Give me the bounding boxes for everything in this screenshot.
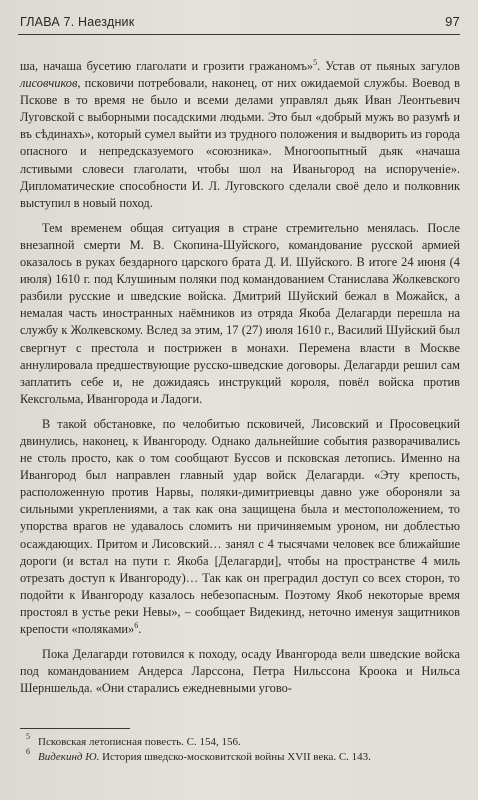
footnotes: [20, 732, 460, 765]
text-run: , псковичи потребовали, наконец, от них ожидаемой службы. Воевод в Пскове в то время не было и всеми делами управлял дьяк Иван Леонтьевич Луговской с выборными посадскими людьми. Это был «добрый мужъ во разумѣ и въ сѣдинахъ», который сумел выйти из трудного положения и выдворить из города опасного и непредсказуемого «союзника». Многоопытный дьяк «начаша лстивыми словеси глаголати, чтобы шол на Иваньгород на испорученіе». Дипломатические способности И. Л. Луговского сделали своё дело и полковник выступил в новый поход.: [20, 76, 460, 210]
footnote-ref: 5: [313, 58, 318, 67]
text-run: . Устав от пьяных загулов: [317, 59, 460, 73]
footnote: 5 Псковская летописная повесть. С. 154, 156.: [26, 732, 241, 748]
text-run: Псковская летописная повесть. С. 154, 156.: [38, 736, 241, 748]
paragraph: [20, 58, 460, 212]
italic-text: лисовчиков: [20, 76, 78, 91]
paragraph: [20, 416, 460, 638]
text-run: Пока Делагарди готовился к походу, осаду Ивангорода вели шведские войска под командованием Андерса Ларссона, Петра Нильссона Кроока и Нильса Шерншельда. «Они старались ежедневными угово-: [20, 647, 460, 696]
paragraph: [20, 646, 460, 697]
footnote: 6 Видекинд Ю. История шведско-московитской войны XVII века. С. 143.: [26, 747, 371, 763]
text-run: ша, начаша бусетию глаголати и грозити гражаномъ»: [20, 59, 314, 73]
text-run: В такой обстановке, по челобитью псковичей, Лисовский и Просовецкий двинулись, наконец, к Ивангороду. Однако дальнейшие события разворачивались не столь просто, как о том сообщают Буссов и псковская летопись. Именно на Ивангород был направлен главный удар войск Делагарди. «Эту крепость, расположенную против Нарвы, поляки-димитриевцы давно уже обороняли за сильными укреплениями, а так как она защищена была и местоположением, то упорства врагов не удавалось сломить ни причиняемым уроном, ни доблестью осаждающих. Притом и Лисовский… занял с 4 тысячами человек все ближайшие дороги (и встал на пути г. Якоба [Делагарди], чтобы на пространстве 4 миль отрезать доступ к Ивангороду)… Так как он преградил доступ со всех сторон, то подойти к Ивангороду казалось небезопасным. Поэтому Якоб некоторые время простоял в устье реки Невы», – сообщает Видекинд, неточно именуя защитников крепости «поляками»: [20, 416, 460, 636]
body-text: [20, 58, 460, 705]
running-header: [20, 14, 460, 29]
text-run: .: [138, 622, 142, 636]
page-number: 97: [445, 14, 460, 29]
text-run: История шведско-московитской войны XVII века. С. 143.: [99, 751, 371, 763]
header-rule: [18, 34, 460, 35]
paragraph: [20, 220, 460, 408]
footnote-rule: [20, 728, 130, 729]
italic-text: Видекинд Ю.: [38, 751, 100, 763]
chapter-title: ГЛАВА 7. Наездник: [20, 15, 135, 29]
footnote-ref: 6: [134, 621, 139, 630]
text-run: Тем временем общая ситуация в стране стремительно менялась. После внезапной смерти М. В. Скопина-Шуйского, командование русской армией оказалось в руках бездарного царского брата Д. И. Шуйского. В итоге 24 июня (4 июля) 1610 г. под Клушиным поляки под командованием Станислава Жолкевского разбили русские и шведские войска. Дмитрий Шуйский бежал в Можайск, а немалая часть иностранных наёмников из отряда Якоба Делагарди перешла на службу к Жолкевскому. Вслед за этим, 17 (27) июля 1610 г., Василий Шуйский был свергнут с престола и пострижен в монахи. Перемена власти в Москве аннулировала предшествующие русско-шведские договоры. Делагарди решил сам заплатить себе и, не дожидаясь инструкций короля, повёл войска против Кексгольма, Ивангорода и Ладоги.: [20, 220, 460, 406]
